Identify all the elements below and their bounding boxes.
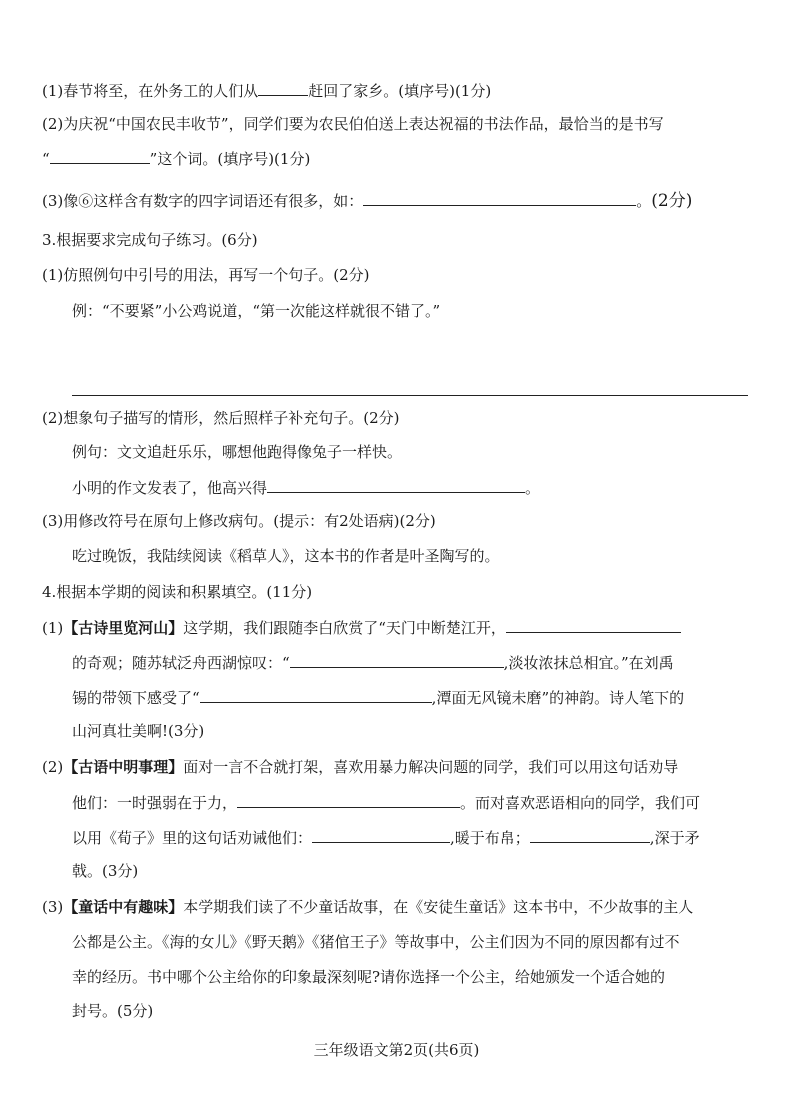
q4-item-3-line2: 公都是公主。《海的女儿》《野天鹅》《猪倌王子》等故事中，公主们因为不同的原因都有过不: [72, 933, 680, 951]
answer-blank[interactable]: [290, 652, 504, 668]
answer-blank[interactable]: [200, 687, 432, 703]
q4-item-2-line4: 戟。(3分): [72, 862, 139, 880]
q4-item-2-line2: 他们：一时强弱在于力， 。而对喜欢恶语相向的同学，我们可: [72, 794, 701, 812]
q3-item-3-sentence: 吃过晚饭，我陆续阅读《稻草人》，这本书的作者是叶圣陶写的。: [72, 547, 500, 565]
q4-title: 4.根据本学期的阅读和积累填空。(11分): [42, 583, 313, 601]
answer-line[interactable]: [72, 395, 748, 396]
section-tag: 【古语中明事理】: [63, 758, 184, 776]
page-footer: 三年级语文第2页(共6页): [313, 1041, 480, 1059]
section-tag: 【童话中有趣味】: [63, 898, 184, 916]
q4-item-1-line3: 锡的带领下感受了“ ,潭面无风镜未磨”的神韵。诗人笔下的: [72, 689, 685, 707]
q3-item-2-task: 小明的作文发表了，他高兴得 。: [72, 479, 541, 497]
q3-item-1-example: 例：“不要紧”小公鸡说道，“第一次能这样就很不错了。”: [72, 302, 441, 320]
answer-blank[interactable]: [237, 792, 460, 808]
q2-item-2-line2: “ ”这个词。(填序号)(1分): [42, 150, 311, 168]
q3-item-1: (1)仿照例句中引号的用法，再写一个句子。(2分): [42, 266, 370, 284]
answer-blank[interactable]: [50, 148, 150, 164]
q3-item-2-example: 例句：文文追赶乐乐，哪想他跑得像兔子一样快。: [72, 443, 403, 461]
q2-item-1: (1)春节将至，在外务工的人们从 赶回了家乡。(填序号)(1分): [42, 82, 492, 100]
q4-item-1-line1: (1)【古诗里览河山】这学期，我们跟随李白欣赏了“天门中断楚江开，: [42, 617, 681, 638]
answer-blank[interactable]: [267, 477, 525, 493]
answer-blank[interactable]: [312, 827, 450, 843]
q2-item-3: (3)像⑥这样含有数字的四字词语还有很多，如： 。(2分): [42, 191, 693, 211]
q4-item-3-line4: 封号。(5分): [72, 1002, 154, 1020]
q4-item-3-line1: (3)【童话中有趣味】本学期我们读了不少童话故事，在《安徒生童话》这本书中，不少故事的主人: [42, 898, 694, 916]
answer-blank[interactable]: [506, 617, 681, 633]
q4-item-2-line3: 以用《荀子》里的这句话劝诫他们： ,暖于布帛； ,深于矛: [72, 829, 700, 847]
q4-item-1-line2: 的奇观；随苏轼泛舟西湖惊叹：“ ,淡妆浓抹总相宜。”在刘禹: [72, 654, 674, 672]
answer-blank[interactable]: [363, 190, 636, 206]
q4-item-1-line4: 山河真壮美啊!(3分): [72, 722, 205, 740]
q3-title: 3.根据要求完成句子练习。(6分): [42, 231, 258, 249]
q2-item-2-line1: (2)为庆祝“中国农民丰收节”，同学们要为农民伯伯送上表达祝福的书法作品，最恰当的是书写: [42, 115, 664, 133]
q4-item-3-line3: 幸的经历。书中哪个公主给你的印象最深刻呢?请你选择一个公主，给她颁发一个适合她的: [72, 968, 666, 986]
q3-item-2: (2)想象句子描写的情形，然后照样子补充句子。(2分): [42, 409, 400, 427]
q3-item-3: (3)用修改符号在原句上修改病句。(提示：有2处语病)(2分): [42, 512, 436, 530]
section-tag: 【古诗里览河山】: [63, 619, 184, 637]
answer-blank[interactable]: [530, 827, 650, 843]
q4-item-2-line1: (2)【古语中明事理】面对一言不合就打架，喜欢用暴力解决问题的同学，我们可以用这句话劝导: [42, 758, 679, 776]
answer-blank[interactable]: [258, 80, 308, 96]
